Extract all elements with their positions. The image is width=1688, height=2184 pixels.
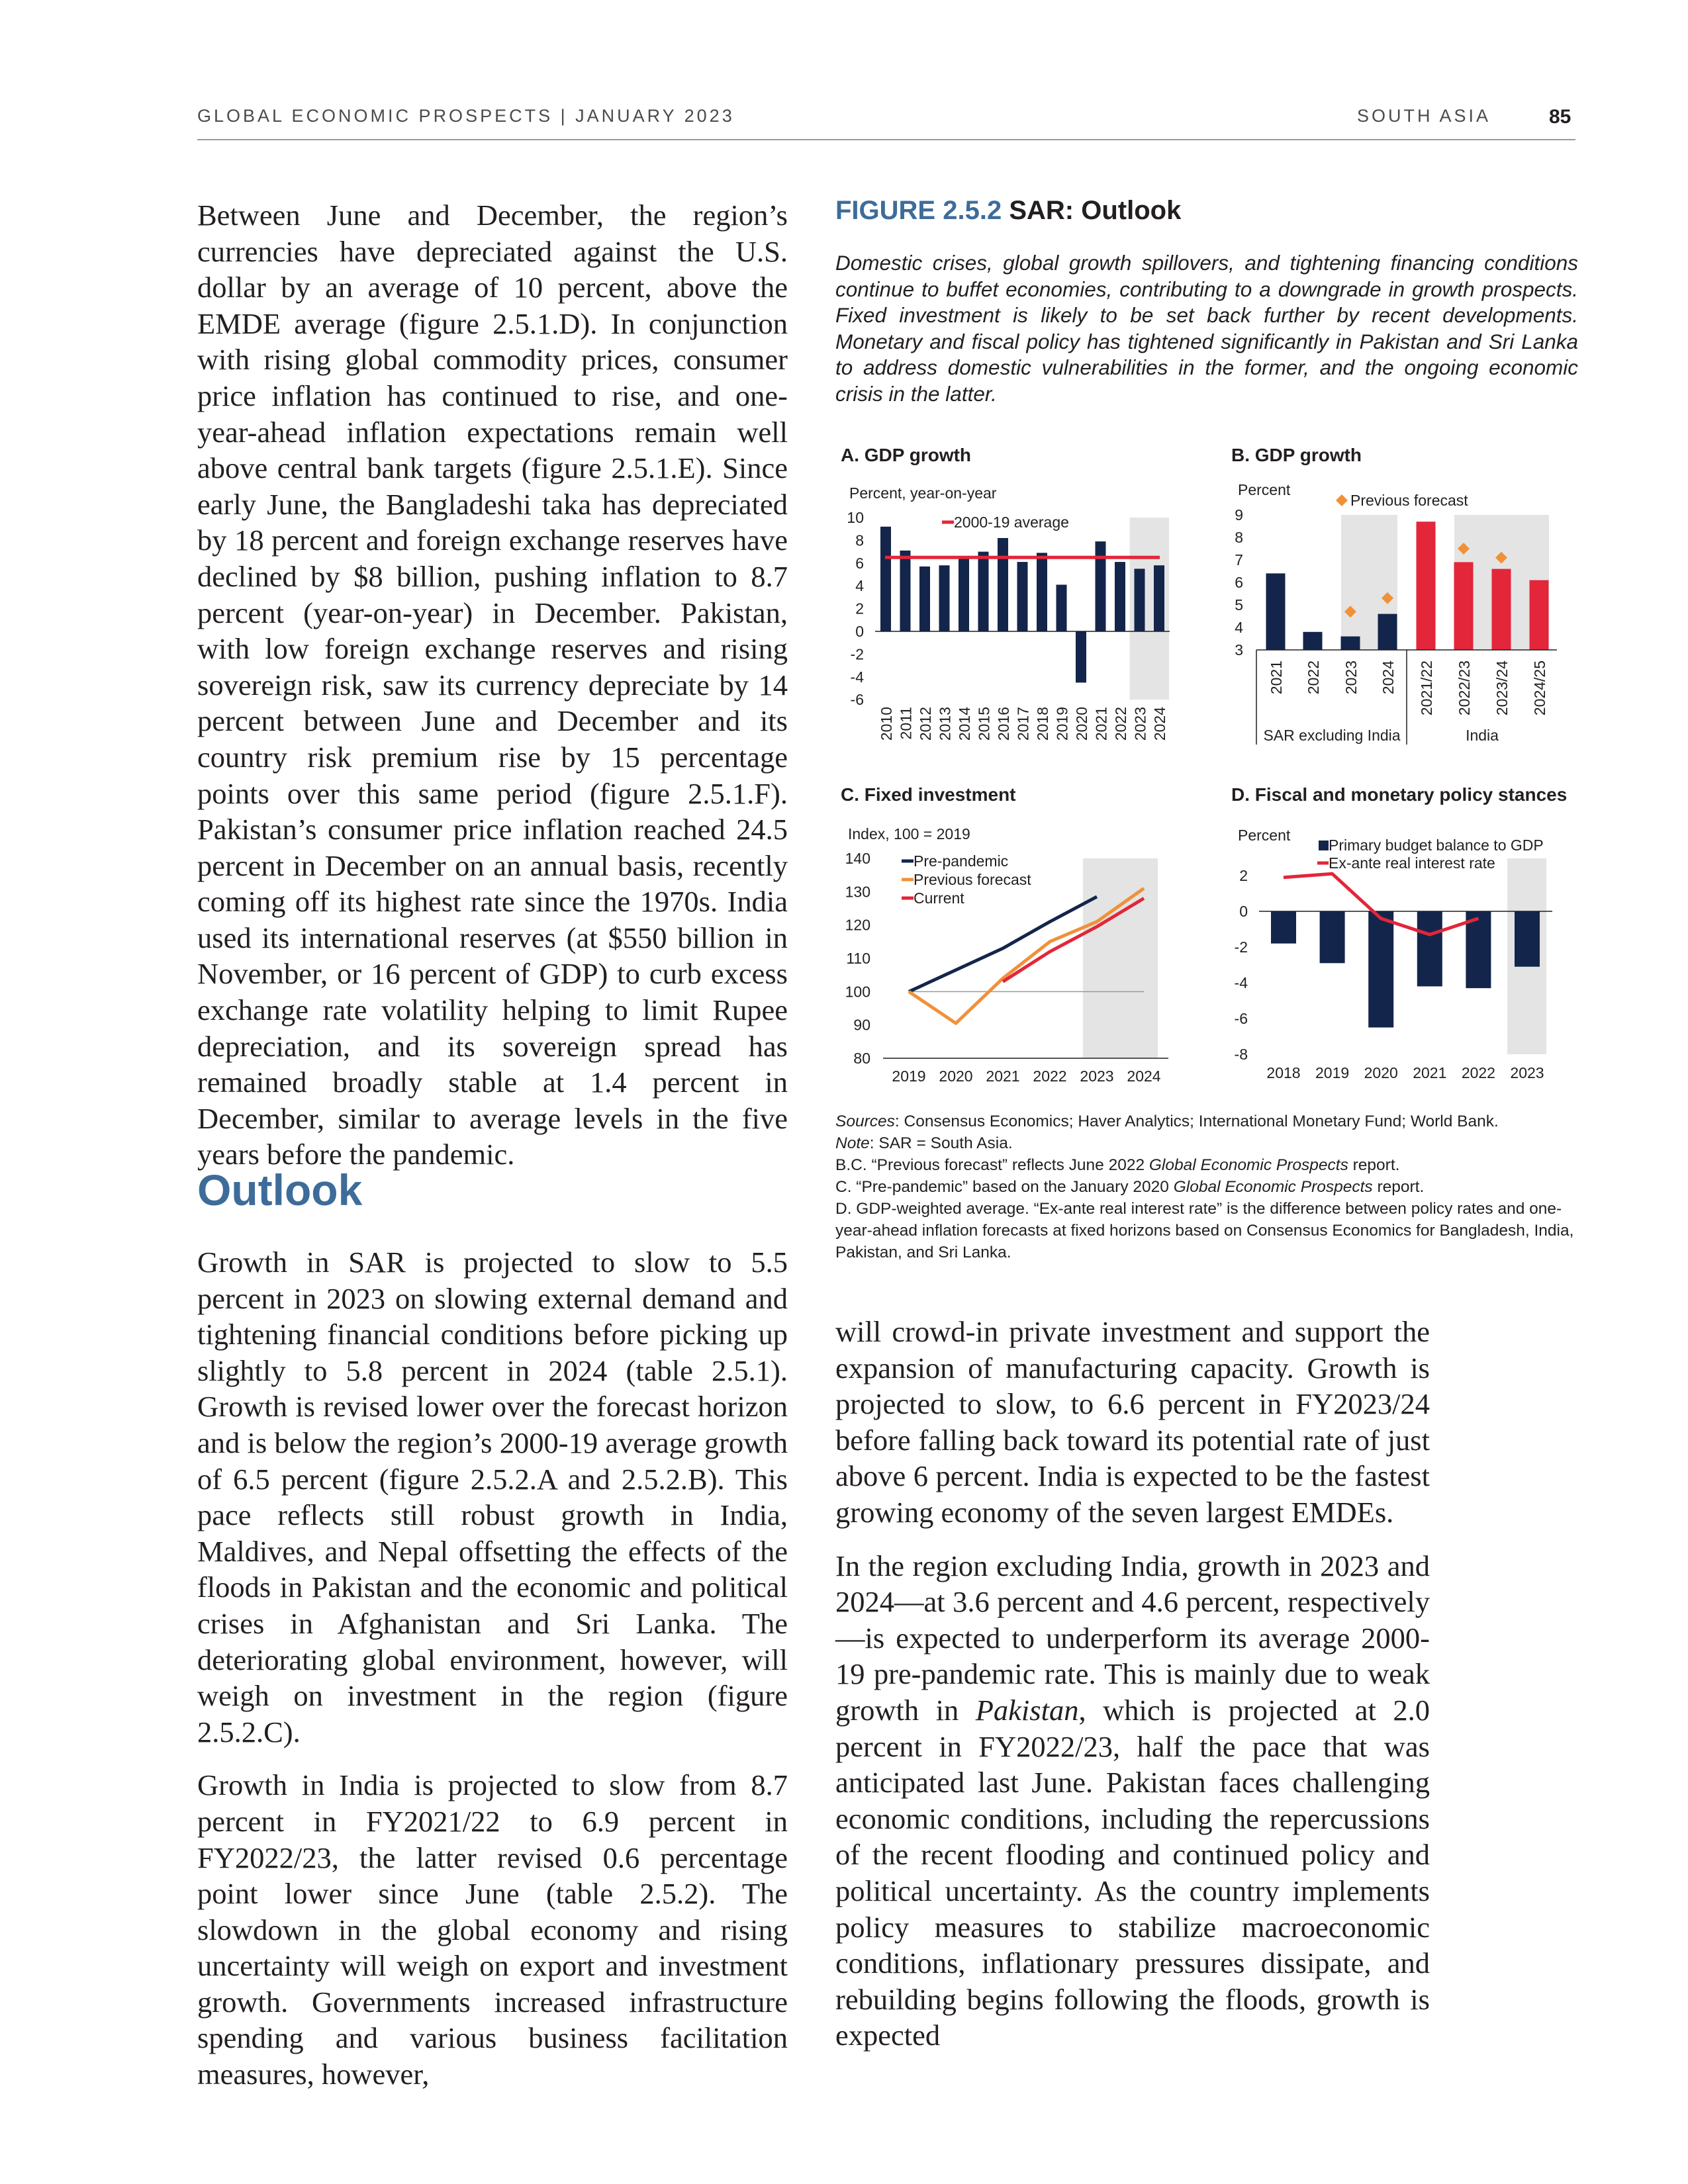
- x-tick-label: 2021: [986, 1068, 1020, 1085]
- legend-label: Ex-ante real interest rate: [1329, 854, 1495, 872]
- x-tick-label: 2018: [1034, 707, 1051, 741]
- chart-title: A. GDP growth: [841, 445, 972, 465]
- bar-2010: [880, 527, 891, 631]
- bar-2022: [1115, 562, 1125, 631]
- axis-unit-label: Index, 100 = 2019: [848, 825, 970, 842]
- y-tick-label: 80: [853, 1050, 870, 1067]
- legend-label: Primary budget balance to GDP: [1329, 837, 1544, 854]
- section-name: SOUTH ASIA: [1357, 106, 1491, 126]
- sources-note: Sources: Consensus Economics; Haver Analytics; International Monetary Fund; World Bank.: [835, 1113, 1499, 1130]
- figure-notes: [835, 1111, 1583, 1263]
- y-tick-label: 7: [1235, 551, 1243, 569]
- legend-label: Current: [914, 889, 964, 907]
- legend-label: Previous forecast: [1350, 492, 1468, 509]
- figure-caption: Domestic crises, global growth spillovers, and tightening financing conditions continue to buffet economies, contributing to a downgrade in growth prospects. Fixed investment is likely to be set back further by recent developments. Monetary and fiscal policy has tightened significantly in Pakistan and Sri Lanka to address domestic vulnerabilities in the former, and the ongoing economic crisis in the latter.: [835, 251, 1578, 406]
- legend-swatch: [1319, 841, 1329, 850]
- bar-2020: [1368, 911, 1393, 1028]
- abbrev-note: Note: SAR = South Asia.: [835, 1134, 1013, 1152]
- right-column: [835, 1314, 1430, 2071]
- x-tick-label: 2010: [878, 707, 895, 741]
- x-tick-label: 2023: [1342, 660, 1360, 695]
- y-tick-label: 3: [1235, 641, 1243, 659]
- bar-2022: [1303, 632, 1323, 650]
- y-tick-label: -2: [1234, 938, 1248, 956]
- x-tick-label: 2020: [1073, 707, 1090, 741]
- axis-unit-label: Percent: [1238, 827, 1291, 844]
- paragraph: Growth in India is projected to slow from 8.7 percent in FY2021/22 to 6.9 percent in FY2022/23, the latter revised 0.6 percentage point lower since June (table 2.5.2). The slowdown in the global economy and rising uncertainty will weigh on export and investment growth. Governments increased infrastructure spending and various business facilitation measures, however,: [197, 1768, 788, 2091]
- y-tick-label: 8: [1235, 529, 1243, 546]
- x-tick-label: 2021/22: [1418, 660, 1435, 716]
- bar-2020: [1076, 631, 1086, 682]
- left-column-lower: [197, 1244, 788, 2110]
- y-tick-label: 8: [855, 531, 864, 549]
- bar-2018: [1271, 911, 1296, 944]
- group-label: SAR excluding India: [1263, 727, 1401, 744]
- bar-2023: [1515, 911, 1540, 967]
- bar-2011: [900, 551, 911, 631]
- x-tick-label: 2023: [1510, 1064, 1544, 1081]
- paragraph: Growth in SAR is projected to slow to 5.5 percent in 2023 on slowing external demand and tightening financial conditions before picking up slightly to 5.8 percent in 2024 (table 2.5.1). Growth is revised lower over the forecast horizon and is below the region’s 2000-19 average growth of 6.5 percent (figure 2.5.2.A and 2.5.2.B). This pace reflects still robust growth in India, Maldives, and Nepal offsetting the effects of the floods in Pakistan and the economic and political crises in Afghanistan and Sri Lanka. The deteriorating global environment, however, will weigh on investment in the region (figure 2.5.2.C).: [197, 1246, 788, 1749]
- running-header: GLOBAL ECONOMIC PROSPECTS | JANUARY 2023: [197, 106, 735, 126]
- y-tick-label: -4: [1234, 974, 1248, 991]
- note-bc: B.C. “Previous forecast” reflects June 2022 Global Economic Prospects report.: [835, 1156, 1400, 1174]
- x-tick-label: 2022/23: [1456, 660, 1473, 716]
- y-tick-label: 120: [845, 916, 870, 934]
- bar-2023: [1341, 637, 1360, 650]
- bar-2014: [959, 559, 969, 631]
- legend-label: Pre-pandemic: [914, 852, 1009, 870]
- note-c: C. “Pre-pandemic” based on the January 2020 Global Economic Prospects report.: [835, 1178, 1425, 1196]
- x-tick-label: 2024: [1151, 707, 1168, 741]
- y-tick-label: 140: [845, 850, 870, 868]
- x-tick-label: 2020: [939, 1068, 973, 1085]
- bar-2021: [1096, 541, 1106, 631]
- y-tick-label: 0: [1239, 903, 1248, 920]
- bar-2017: [1017, 562, 1028, 631]
- x-tick-label: 2022: [1112, 707, 1129, 741]
- x-tick-label: 2015: [975, 707, 993, 741]
- bar-2024: [1154, 565, 1164, 631]
- bar-2021: [1417, 911, 1442, 986]
- y-tick-label: 0: [855, 623, 864, 640]
- forecast-shade: [1083, 858, 1158, 1058]
- x-tick-label: 2011: [897, 707, 915, 740]
- bar-2016: [998, 538, 1008, 631]
- x-tick-label: 2023: [1131, 707, 1149, 741]
- chart-title: D. Fiscal and monetary policy stances: [1231, 784, 1568, 805]
- y-tick-label: 10: [847, 509, 864, 526]
- bar-2024: [1378, 614, 1397, 650]
- page-number: 85: [1549, 106, 1571, 128]
- bar-2018: [1037, 553, 1047, 631]
- x-tick-label: 2018: [1266, 1064, 1301, 1081]
- y-tick-label: 9: [1235, 506, 1243, 523]
- bar-2021/22: [1417, 522, 1436, 650]
- x-tick-label: 2024/25: [1531, 660, 1548, 716]
- y-tick-label: -6: [1234, 1010, 1248, 1027]
- x-tick-label: 2022: [1461, 1064, 1495, 1081]
- y-tick-label: 130: [845, 883, 870, 901]
- y-tick-label: 6: [1235, 574, 1243, 591]
- x-tick-label: 2014: [956, 707, 973, 741]
- x-tick-label: 2024: [1380, 660, 1397, 695]
- figure-name: SAR: Outlook: [1009, 196, 1182, 225]
- x-tick-label: 2017: [1014, 707, 1032, 741]
- x-tick-label: 2022: [1305, 660, 1322, 695]
- section-heading: Outlook: [197, 1165, 363, 1214]
- legend-label: 2000-19 average: [954, 514, 1069, 531]
- chart-title: C. Fixed investment: [841, 784, 1016, 805]
- x-tick-label: 2016: [995, 707, 1012, 741]
- x-tick-label: 2019: [892, 1068, 926, 1085]
- y-tick-label: 4: [1235, 619, 1243, 636]
- x-tick-label: 2023: [1080, 1068, 1114, 1085]
- paragraph: Between June and December, the region’s currencies have depreciated against the U.S. dollar by an average of 10 percent, above the EMDE average (figure 2.5.1.D). In conjunction with rising global commodity prices, consumer price inflation has continued to rise, and one-year-ahead inflation expectations remain well above central bank targets (figure 2.5.1.E). Since early June, the Bangladeshi taka has depreciated by 18 percent and foreign exchange reserves have declined by $8 billion, pushing inflation to 8.7 percent (year-on-year) in December. Pakistan, with low foreign exchange reserves and rising sovereign risk, saw its currency depreciate by 14 percent between June and December and its country risk premium rise by 15 percentage points over this same period (figure 2.5.1.F). Pakistan’s consumer price inflation reached 24.5 percent in December on an annual basis, recently coming off its highest rate since the 1970s. India used its international reserves (at $550 billion in November, or 16 percent of GDP) to curb excess exchange rate volatility helping to limit Rupee depreciation, and its sovereign spread has remained broadly stable at 1.4 percent in December, similar to average levels in the five years before the pandemic.: [197, 199, 788, 1171]
- paragraph: In the region excluding India, growth in 2023 and 2024—at 3.6 percent and 4.6 percent, respectively—is expected to underperform its average 2000-19 pre-pandemic rate. This is mainly due to weak growth in Pakistan, which is projected at 2.0 percent in FY2022/23, half the pace that was anticipated last June. Pakistan faces challenging economic conditions, including the repercussions of the recent flooding and continued policy and political uncertainty. As the country implements policy measures to stabilize macroeconomic conditions, inflationary pressures dissipate, and rebuilding begins following the floods, growth is expected: [835, 1549, 1430, 2052]
- x-tick-label: 2013: [936, 707, 954, 741]
- figure-number: FIGURE 2.5.2: [835, 196, 1002, 225]
- y-tick-label: 2: [1239, 867, 1248, 884]
- x-tick-label: 2020: [1364, 1064, 1398, 1081]
- y-tick-label: 4: [855, 577, 864, 595]
- legend-diamond-icon: [1336, 494, 1348, 506]
- y-tick-label: 90: [853, 1016, 870, 1034]
- y-tick-label: 6: [855, 554, 864, 572]
- chart-title: B. GDP growth: [1231, 445, 1362, 465]
- bar-2013: [939, 565, 950, 631]
- y-tick-label: -2: [850, 645, 864, 663]
- note-d: D. GDP-weighted average. “Ex-ante real interest rate” is the difference between policy rates and one-year-ahead inflation forecasts at fixed horizons based on Consensus Economics for Bangladesh, India, Pakistan, and Sri Lanka.: [835, 1200, 1574, 1261]
- axis-unit-label: Percent: [1238, 481, 1291, 498]
- paragraph: will crowd-in private investment and support the expansion of manufacturing capacity. Growth is projected to slow, to 6.6 percent in FY2023/24 before falling back toward its potential rate of just above 6 percent. India is expected to be the fastest growing economy of the seven largest EMDEs.: [835, 1315, 1430, 1529]
- x-tick-label: 2022: [1033, 1068, 1067, 1085]
- x-tick-label: 2023/24: [1493, 660, 1511, 716]
- y-tick-label: -6: [850, 691, 864, 709]
- bar-2012: [919, 567, 930, 631]
- group-label: India: [1466, 727, 1499, 744]
- y-tick-label: 110: [846, 950, 870, 968]
- y-tick-label: -8: [1234, 1046, 1248, 1063]
- bar-2023: [1135, 569, 1145, 631]
- x-tick-label: 2024: [1127, 1068, 1161, 1085]
- y-tick-label: 2: [855, 600, 864, 617]
- axis-unit-label: Percent, year-on-year: [849, 484, 997, 502]
- x-tick-label: 2021: [1268, 660, 1285, 695]
- bar-2015: [978, 552, 989, 631]
- legend-label: Previous forecast: [914, 871, 1031, 888]
- bar-2023/24: [1492, 569, 1511, 650]
- x-tick-label: 2019: [1053, 707, 1071, 741]
- x-tick-label: 2021: [1413, 1064, 1447, 1081]
- y-tick-label: 5: [1235, 596, 1243, 614]
- x-tick-label: 2012: [917, 707, 934, 741]
- bar-2019: [1056, 584, 1067, 631]
- bar-2019: [1320, 911, 1345, 963]
- bar-2022/23: [1454, 562, 1474, 650]
- y-tick-label: 100: [845, 983, 870, 1001]
- bar-2024/25: [1530, 580, 1549, 650]
- x-tick-label: 2019: [1315, 1064, 1350, 1081]
- x-tick-label: 2021: [1092, 707, 1110, 741]
- bar-2021: [1266, 573, 1286, 650]
- y-tick-label: -4: [850, 668, 864, 686]
